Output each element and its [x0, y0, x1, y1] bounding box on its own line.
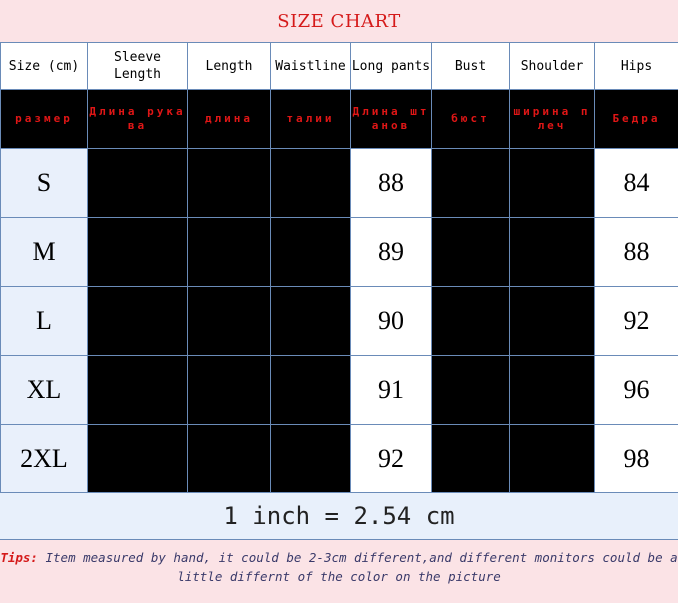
- hips-cell: 88: [595, 218, 678, 287]
- hips-cell: 84: [595, 149, 678, 218]
- table-row: [1, 149, 678, 218]
- header-hips: Hips: [595, 43, 678, 90]
- bust-cell: [432, 287, 510, 356]
- waist-cell: [271, 149, 351, 218]
- header-long-pants: Long pants: [351, 43, 432, 90]
- pants-cell: 90: [351, 287, 432, 356]
- shoulder-cell: [510, 287, 595, 356]
- size-cell: 2XL: [1, 425, 88, 494]
- chart-title: SIZE CHART: [277, 10, 401, 32]
- sleeve-cell: [88, 425, 188, 494]
- shoulder-cell: [510, 218, 595, 287]
- table-row: [1, 356, 678, 425]
- hips-cell: 96: [595, 356, 678, 425]
- waist-cell: [271, 425, 351, 494]
- sleeve-cell: [88, 356, 188, 425]
- ru-header-long-pants: Длина штанов: [351, 90, 432, 149]
- header-size: Size (cm): [1, 43, 88, 90]
- bust-cell: [432, 149, 510, 218]
- header-sleeve-length: Sleeve Length: [88, 43, 188, 90]
- sleeve-cell: [88, 149, 188, 218]
- shoulder-cell: [510, 425, 595, 494]
- length-cell: [188, 218, 271, 287]
- length-cell: [188, 149, 271, 218]
- size-table: [0, 42, 678, 494]
- shoulder-cell: [510, 356, 595, 425]
- pants-cell: 92: [351, 425, 432, 494]
- ru-header-size: размер: [1, 90, 88, 149]
- hips-cell: 98: [595, 425, 678, 494]
- sleeve-cell: [88, 287, 188, 356]
- table-row: [1, 287, 678, 356]
- ru-header-length: длина: [188, 90, 271, 149]
- bust-cell: [432, 218, 510, 287]
- bust-cell: [432, 356, 510, 425]
- size-cell: L: [1, 287, 88, 356]
- waist-cell: [271, 356, 351, 425]
- header-bust: Bust: [432, 43, 510, 90]
- length-cell: [188, 425, 271, 494]
- ru-header-sleeve-length: Длина рукава: [88, 90, 188, 149]
- pants-cell: 88: [351, 149, 432, 218]
- size-cell: S: [1, 149, 88, 218]
- tips-note: [0, 548, 678, 598]
- ru-header-hips: Бедра: [595, 90, 678, 149]
- ru-header-bust: бюст: [432, 90, 510, 149]
- ru-header-waistline: талии: [271, 90, 351, 149]
- shoulder-cell: [510, 149, 595, 218]
- length-cell: [188, 287, 271, 356]
- header-row: [1, 43, 678, 90]
- waist-cell: [271, 287, 351, 356]
- sleeve-cell: [88, 218, 188, 287]
- header-length: Length: [188, 43, 271, 90]
- header-shoulder: Shoulder: [510, 43, 595, 90]
- ru-header-shoulder: ширина плеч: [510, 90, 595, 149]
- length-cell: [188, 356, 271, 425]
- table-row: [1, 425, 678, 494]
- unit-conversion-note: 1 inch = 2.54 cm: [0, 492, 678, 540]
- header-waistline: Waistline: [271, 43, 351, 90]
- hips-cell: 92: [595, 287, 678, 356]
- bust-cell: [432, 425, 510, 494]
- tips-text: Item measured by hand, it could be 2-3cm different,and different monitors could be a little differnt of the color on the picture: [45, 550, 678, 584]
- size-cell: M: [1, 218, 88, 287]
- pants-cell: 89: [351, 218, 432, 287]
- size-cell: XL: [1, 356, 88, 425]
- pants-cell: 91: [351, 356, 432, 425]
- waist-cell: [271, 218, 351, 287]
- russian-header-row: [1, 90, 678, 149]
- tips-label: Tips:: [0, 550, 38, 565]
- table-row: [1, 218, 678, 287]
